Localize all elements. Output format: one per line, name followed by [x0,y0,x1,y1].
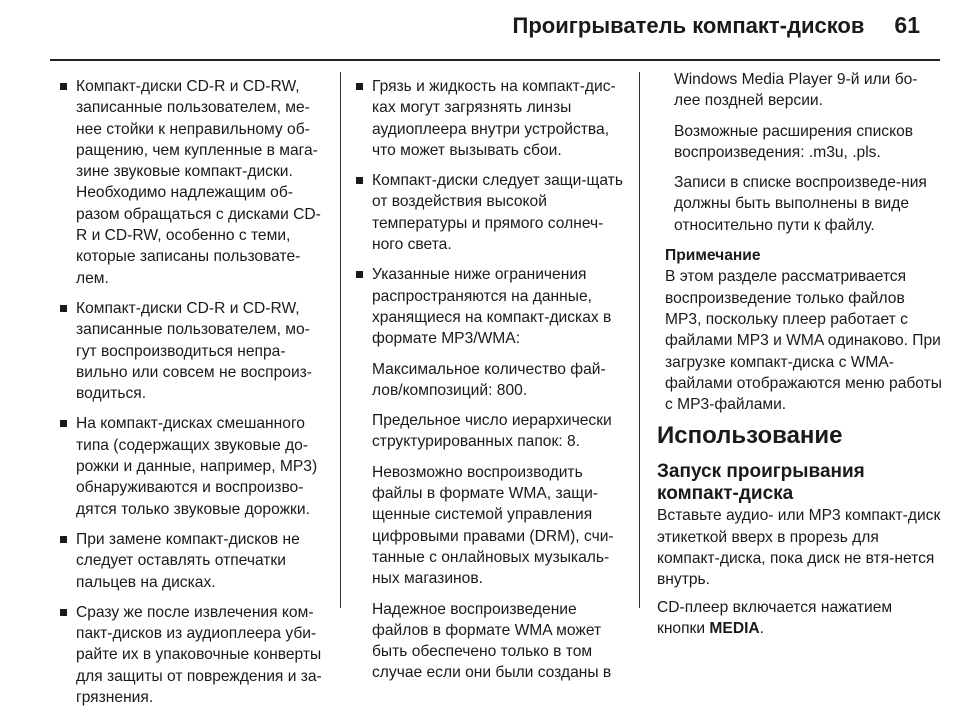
sub-paragraph: Предельное число иерархически структурированных папок: 8. [372,412,612,451]
bullet-item: Сразу же после извлечения ком-пакт-дисков из аудиоплеера уби-райте их в упаковочные конверты для защиты от повреждения и за-грязнения. [59,602,325,708]
sub-paragraph: Надежное воспроизведение файлов в формате WMA может быть обеспечено только в том случае если они были созданы в [372,600,612,682]
page-header [513,12,920,39]
sub-paragraph: Записи в списке воспроизведе-ния должны быть выполнены в виде относительно пути к файлу. [674,174,927,234]
subsection-heading: Запуск проигрывания компакт-диска [657,461,865,505]
paragraph-text: CD-плеер включается нажатием кнопки [657,598,893,637]
media-key-label: MEDIA [709,619,760,637]
section-heading: Использование [657,422,843,450]
bullet-item: Компакт-диски CD-R и CD-RW, записанные пользователем, ме-нее стойки к неправильному об-ращению, чем купленные в мага-зине звуковые компакт-диски. Необходимо надлежащим об-разом обращаться с дисками CD-R и CD-RW, особенно с теми, которые записаны пользовате-лем. [59,76,325,289]
page-number: 61 [894,12,920,38]
paragraph-text: . [759,619,765,637]
column-2 [355,76,623,693]
sub-paragraph: Невозможно воспроизводить файлы в формате WMA, защи-щенные системой управления цифровыми правами (DRM), счи-танные с онлайновых музыкаль-ных магазинов. [372,463,614,588]
sub-paragraph: Максимальное количество фай-лов/композиций: 800. [372,360,606,399]
column-divider [340,72,341,608]
paragraph: Вставьте аудио- или MP3 компакт-диск этикеткой вверх в прорезь для компакт-диска, пока диск не втя-нется внутрь. [657,507,941,589]
bullet-item: Указанные ниже ограничения распространяются на данные, хранящиеся на компакт-дисках в формате MP3/WMA: [355,264,623,349]
column-3 [657,71,942,645]
bullet-item: На компакт-дисках смешанного типа (содержащих звуковые до-рожки и данные, например, MP3) обнаруживаются и воспроизво-дятся только звуковые дорожки. [59,413,325,519]
note-body: В этом разделе рассматривается воспроизведение только файлов MP3, поскольку плеер работает с файлами MP3 и WMA одинаково. При загрузке компакт-диска с WMA-файлами отображаются меню работы с MP3-файлами. [665,268,942,414]
column-divider [639,72,640,608]
header-rule [50,59,940,61]
bullet-item: Компакт-диски следует защи-щать от воздействия высокой температуры и прямого солнеч-ного света. [355,170,623,255]
sub-paragraph: Windows Media Player 9-й или бо-лее поздней версии. [674,71,918,110]
bullet-item: При замене компакт-дисков не следует оставлять отпечатки пальцев на дисках. [59,529,325,593]
sub-paragraph: Возможные расширения списков воспроизведения: .m3u, .pls. [674,122,914,161]
paragraph [657,597,942,640]
bullet-item: Компакт-диски CD-R и CD-RW, записанные пользователем, мо-гут воспроизводиться непра-вильно или совсем не воспроиз-водиться. [59,298,325,404]
column-1 [59,76,325,717]
note-title: Примечание [665,247,761,265]
bullet-item: Грязь и жидкость на компакт-дис-ках могут загрязнять линзы аудиоплеера внутри устройства, что может вызывать сбои. [355,76,623,161]
page-title: Проигрыватель компакт-дисков [512,13,865,38]
